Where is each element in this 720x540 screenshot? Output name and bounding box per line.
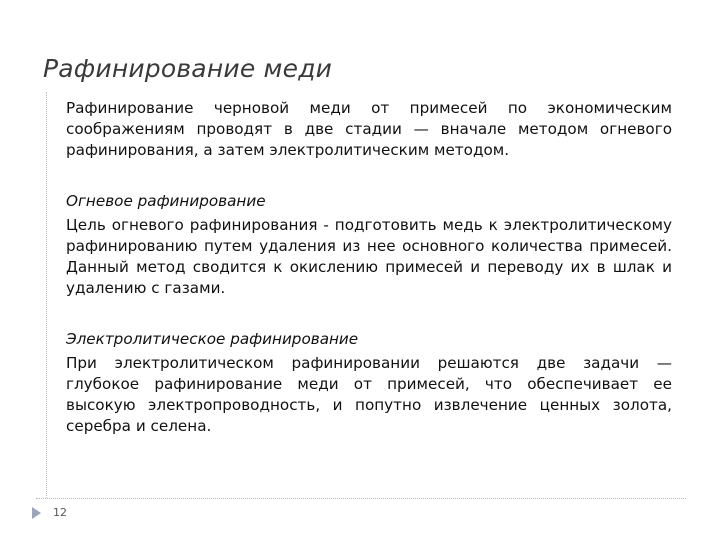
vertical-divider [46, 92, 47, 498]
slide-title: Рафинирование меди [43, 54, 333, 83]
triangle-bullet-icon [32, 507, 41, 519]
footer-divider [36, 498, 686, 499]
intro-paragraph: Рафинирование черновой меди от примесей по экономическим соображениям проводят в две стадии — вначале методом огневого рафинирования, а затем электролитическим методом. [66, 99, 672, 159]
section-text-fire-refining: Цель огневого рафинирования - подготовить медь к электролитическому рафинированию путем удаления из нее основного количества примесей. Данный метод сводится к окислению примесей и переводу их в шлак и удалению с газами. [66, 216, 672, 297]
section-heading-fire-refining: Огневое рафинирование [66, 192, 266, 210]
slide-footer [32, 506, 67, 519]
slide-content [66, 98, 672, 437]
section-text-electrolytic-refining: При электролитическом рафинировании решаются две задачи — глубокое рафинирование меди от примесей, что обеспечивает ее высокую электропроводность, и попутно извлечение ценных золота, серебра и селена. [66, 354, 672, 435]
page-number: 12 [53, 506, 67, 519]
section-heading-electrolytic-refining: Электролитическое рафинирование [66, 330, 359, 348]
